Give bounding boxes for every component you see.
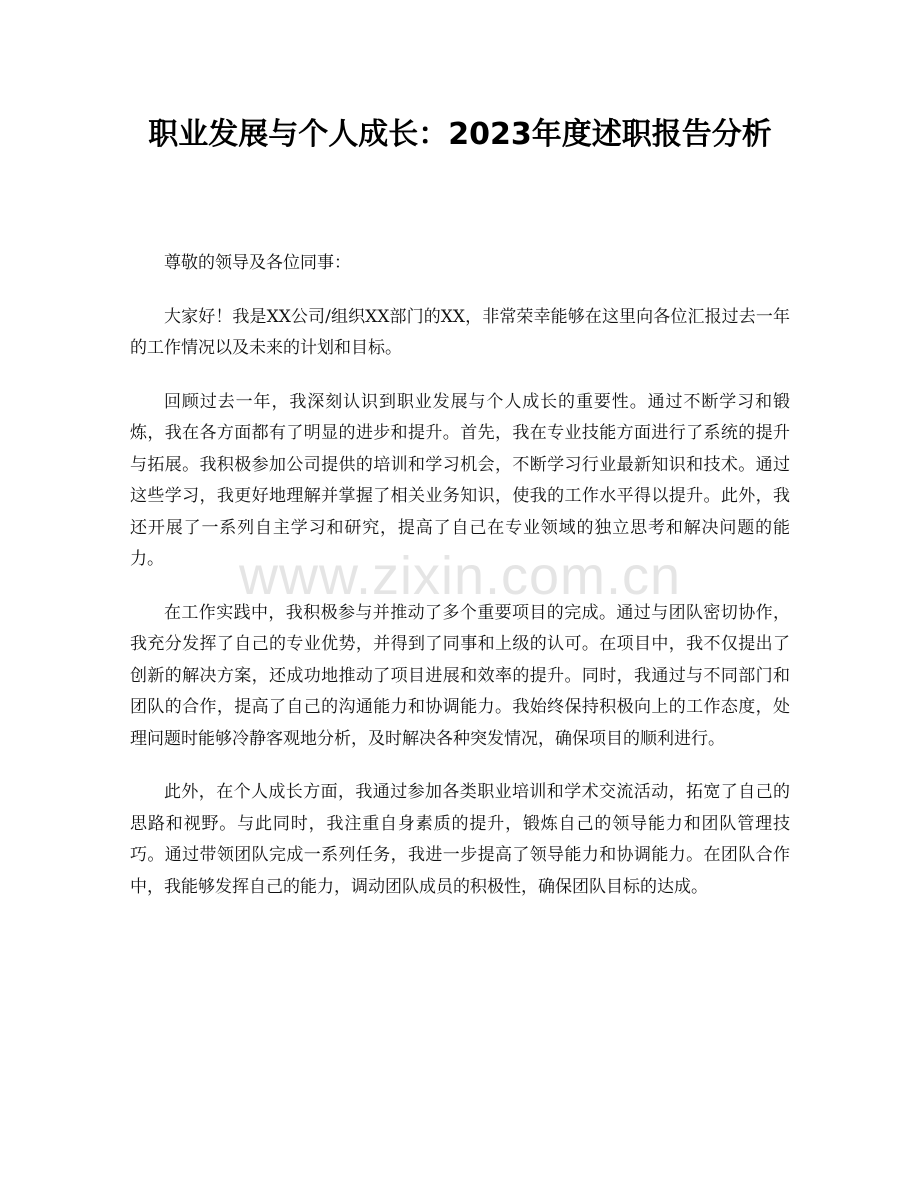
document-title: 职业发展与个人成长：2023年度述职报告分析 xyxy=(148,117,772,152)
watermark: www.zixin.com.cn xyxy=(238,546,682,606)
practice-paragraph: 在工作实践中，我积极参与并推动了多个重要项目的完成。通过与团队密切协作，我充分发挥了自己的专业优势，并得到了同事和上级的认可。在项目中，我不仅提出了创新的解决方案，还成功地推动了项目进展和效率的提升。同时，我通过与不同部门和团队的合作，提高了自己的沟通能力和协调能力。我始终保持积极向上的工作态度，处理问题时能够冷静客观地分析，及时解决各种突发情况，确保项目的顺利进行。 xyxy=(130,602,790,749)
document-body xyxy=(130,248,790,925)
growth-paragraph: 此外，在个人成长方面，我通过参加各类职业培训和学术交流活动，拓宽了自己的思路和视野。与此同时，我注重自身素质的提升，锻炼自己的领导能力和团队管理技巧。通过带领团队完成一系列任务，我进一步提高了领导能力和协调能力。在团队合作中，我能够发挥自己的能力，调动团队成员的积极性，确保团队目标的达成。 xyxy=(130,782,790,897)
greeting-paragraph: 大家好！我是XX公司/组织XX部门的XX，非常荣幸能够在这里向各位汇报过去一年的工作情况以及未来的计划和目标。 xyxy=(130,306,790,358)
salutation-paragraph: 尊敬的领导及各位同事： xyxy=(164,253,351,273)
review-paragraph: 回顾过去一年，我深刻认识到职业发展与个人成长的重要性。通过不断学习和锻炼，我在各方面都有了明显的进步和提升。首先，我在专业技能方面进行了系统的提升与拓展。我积极参加公司提供的培训和学习机会，不断学习行业最新知识和技术。通过这些学习，我更好地理解并掌握了相关业务知识，使我的工作水平得以提升。此外，我还开展了一系列自主学习和研究，提高了自己在专业领域的独立思考和解决问题的能力。 xyxy=(130,391,790,569)
